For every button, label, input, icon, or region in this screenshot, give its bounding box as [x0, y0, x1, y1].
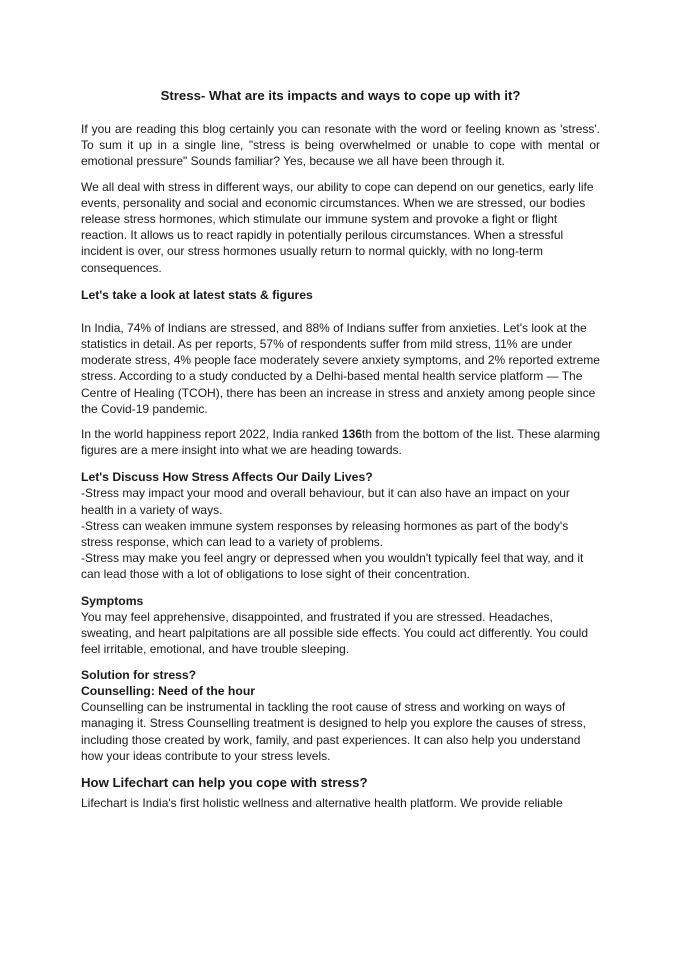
lifechart-paragraph: Lifechart is India's first holistic wellness and alternative health platform. We provide reliable	[81, 796, 563, 811]
daily-item-2: -Stress can weaken immune system responses by releasing hormones as part of the body's stress response, which can lead to a variety of problems.	[81, 518, 569, 550]
happiness-paragraph	[81, 426, 600, 458]
daily-item-3: -Stress may make you feel angry or depressed when you wouldn't typically feel that way, and it can lead those with a lot of obligations to lose sight of their concentration.	[81, 551, 584, 582]
daily-item-1: -Stress may impact your mood and overall behaviour, but it can also have an impact on your health in a variety of ways.	[81, 486, 570, 517]
happiness-rank: 136	[341, 427, 362, 442]
solution-heading: Solution for stress?	[81, 668, 197, 683]
document-body	[81, 88, 600, 811]
document-title: Stress- What are its impacts and ways to cope up with it?	[160, 88, 521, 103]
intro-paragraph: If you are reading this blog certainly you can resonate with the word or feeling known as 'stress'. To sum it up in a single line, "stress is being overwhelmed or unable to cope with mental or emotional pressure" Sounds familiar? Yes, because we all have been through it.	[81, 122, 600, 169]
symptoms-paragraph: You may feel apprehensive, disappointed, and frustrated if you are stressed. Headaches, sweating, and heart palpitations are all possible side effects. You could act differently. You could feel irritable, emotional, and have trouble sleeping.	[81, 609, 589, 657]
counselling-paragraph: Counselling can be instrumental in tackling the root cause of stress and working on ways of managing it. Stress Counselling treatment is designed to help you explore the causes of stress, including those created by work, family, and past experiences. It can also help you understand how your ideas contribute to your stress levels.	[81, 700, 586, 763]
stress-response-paragraph: We all deal with stress in different ways, our ability to cope can depend on our genetics, early life events, personality and social and economic circumstances. When we are stressed, our bodies release stress hormones, which stimulate our immune system and provoke a fight or flight reaction. It allows us to react rapidly in potentially perilous circumstances. When a stressful incident is over, our stress hormones usually return to normal quickly, with no long-term consequences.	[81, 179, 594, 275]
stats-paragraph: In India, 74% of Indians are stressed, and 88% of Indians suffer from anxieties. Let's look at the statistics in detail. As per reports, 57% of respondents suffer from mild stress, 11% are under moderate stress, 4% people face moderately severe anxiety symptoms, and 2% reported extreme stress. According to a study conducted by a Delhi-based mental health service platform — The Centre of Healing (TCOH), there has been an increase in stress and anxiety among people since the Covid-19 pandemic.	[81, 320, 600, 416]
happiness-text-before: In the world happiness report 2022, India ranked	[81, 427, 342, 442]
lifechart-heading: How Lifechart can help you cope with stress?	[81, 775, 368, 791]
stats-heading: Let's take a look at latest stats & figures	[81, 287, 313, 302]
counselling-heading: Counselling: Need of the hour	[81, 684, 256, 699]
daily-lives-heading: Let's Discuss How Stress Affects Our Daily Lives?	[81, 470, 373, 485]
happiness-text-after: th from the bottom of the list. These alarming figures are a mere insight into what we are heading towards.	[81, 427, 600, 458]
symptoms-heading: Symptoms	[81, 593, 144, 608]
